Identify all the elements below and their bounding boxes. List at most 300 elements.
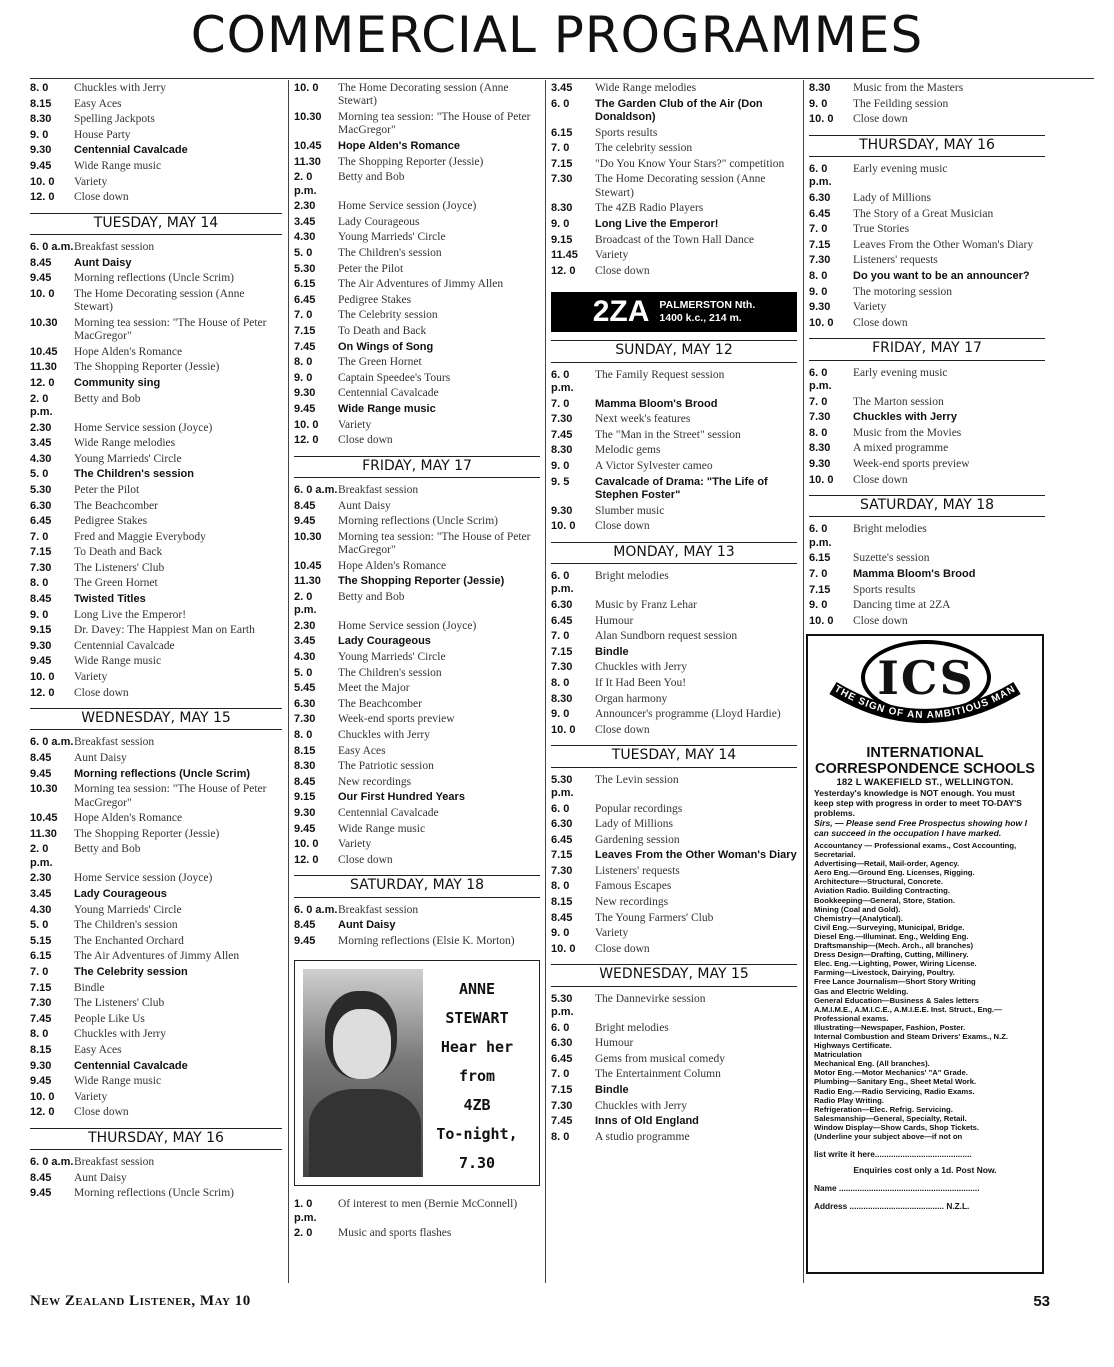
programme-title: The Family Request session	[595, 368, 725, 381]
programme-title: Week-end sports preview	[338, 713, 455, 726]
programme-title: Bright melodies	[595, 1021, 669, 1034]
programme-time: 6.45	[551, 614, 573, 627]
day-heading: THURSDAY, MAY 16	[809, 135, 1045, 157]
programme-row	[30, 1028, 282, 1041]
programme-row	[30, 437, 282, 450]
programme-row	[30, 1044, 282, 1057]
programme-title: Young Marrieds' Circle	[338, 231, 446, 244]
programme-title: The Children's session	[338, 666, 442, 679]
programme-time: 2.30	[294, 619, 316, 632]
programme-title: Aunt Daisy	[338, 919, 396, 932]
programme-row	[294, 698, 540, 711]
programme-row	[30, 361, 282, 374]
programme-row	[30, 1075, 282, 1088]
programme-row	[30, 736, 282, 749]
school-address: 182 L WAKEFIELD ST., WELLINGTON.	[836, 777, 1014, 788]
programme-row	[551, 865, 797, 878]
programme-row	[809, 523, 1045, 550]
programme-row	[30, 453, 282, 466]
programme-row	[30, 950, 282, 963]
programme-time: 10. 0	[30, 1090, 55, 1103]
programme-row	[551, 646, 797, 659]
programme-title: Leaves From the Other Woman's Diary	[853, 238, 1034, 251]
programme-time: 10. 0	[30, 287, 55, 300]
programme-time: 9.45	[294, 402, 316, 415]
programme-time: 2. 0	[294, 1227, 313, 1240]
portrait-photo	[303, 969, 423, 1177]
programme-row	[551, 1131, 797, 1144]
programme-title: Betty and Bob	[74, 392, 141, 405]
programme-time: 7. 0	[809, 567, 828, 580]
programme-time: 8.30	[551, 444, 573, 457]
programme-title: Morning reflections (Uncle Scrim)	[74, 1187, 234, 1200]
programme-title: Community sing	[74, 376, 161, 389]
programme-row	[30, 1156, 282, 1169]
programme-title: Twisted Titles	[74, 593, 146, 606]
programme-title: Close down	[74, 686, 129, 699]
programme-title: Listeners' requests	[595, 864, 680, 877]
programme-title: Lady Courageous	[74, 888, 167, 900]
programme-title: Close down	[853, 614, 908, 627]
programme-title: Centennial Cavalcade	[338, 807, 439, 819]
programme-row	[294, 904, 540, 917]
programme-row	[809, 98, 1045, 111]
programme-row	[30, 546, 282, 559]
programme-title: The Green Hornet	[74, 577, 158, 590]
programme-time: 6.30	[30, 499, 52, 512]
programme-time: 9.15	[294, 791, 316, 804]
programme-row	[551, 158, 797, 171]
programme-row	[30, 888, 282, 901]
programme-row	[551, 234, 797, 247]
programme-row	[294, 111, 540, 138]
name-field: Name .............................................................	[814, 1183, 980, 1194]
programme-time: 5.30	[294, 262, 316, 275]
programme-time: 8.30	[809, 82, 831, 94]
programme-time: 9.30	[809, 457, 831, 470]
programme-row	[294, 651, 540, 664]
programme-title: Close down	[853, 316, 908, 329]
programme-time: 7. 0	[551, 397, 570, 410]
programme-title: Pedigree Stakes	[74, 515, 148, 528]
programme-row	[30, 609, 282, 622]
programme-row	[809, 113, 1045, 126]
programme-title: Hope Alden's Romance	[338, 140, 461, 152]
programme-row	[30, 82, 282, 95]
programme-row	[294, 484, 540, 497]
course-item: Aero Eng.—Ground Eng. Licenses, Rigging.	[814, 868, 975, 878]
programme-row	[30, 144, 282, 157]
day-heading: SATURDAY, MAY 18	[809, 495, 1045, 517]
programme-time: 2.30	[30, 421, 52, 434]
programme-time: 10. 0	[551, 520, 576, 533]
programme-time: 9.45	[30, 159, 52, 172]
programme-time: 5. 0	[30, 919, 49, 932]
programme-time: 9.30	[30, 639, 52, 652]
programme-time: 10. 0	[30, 671, 55, 684]
programme-time: 9.45	[294, 515, 316, 528]
programme-title: The Shopping Reporter (Jessie)	[338, 575, 505, 588]
course-item: (Underline your subject above—if not on	[814, 1132, 963, 1141]
programme-row	[294, 531, 540, 558]
programme-title: Easy Aces	[74, 1043, 122, 1056]
anne-stewart-promo	[294, 960, 540, 1186]
programme-row	[30, 593, 282, 606]
ics-logo	[825, 640, 1025, 745]
programme-title: The Children's session	[338, 246, 442, 259]
programme-time: 2. 0 p.m.	[294, 590, 317, 617]
programme-time: 7.45	[294, 340, 316, 353]
programme-time: 9. 0	[551, 927, 570, 940]
programme-row	[30, 687, 282, 700]
programme-title: The Enchanted Orchard	[74, 934, 184, 947]
programme-row	[551, 927, 797, 940]
programme-time: 7. 0	[30, 965, 49, 978]
address-field: Address ......................................... N.Z.L.	[814, 1201, 970, 1212]
column-divider	[288, 80, 289, 1283]
course-item: Free Lance Journalism—Short Story Writing	[814, 977, 976, 987]
programme-row	[30, 997, 282, 1010]
page-number: 53	[1033, 1293, 1050, 1310]
programme-row	[30, 191, 282, 204]
programme-time: 7.45	[551, 428, 573, 441]
programme-title: Home Service session (Joyce)	[338, 200, 477, 213]
programme-time: 7. 0	[551, 142, 570, 155]
programme-time: 6. 0	[551, 1021, 570, 1034]
programme-title: Betty and Bob	[74, 843, 141, 856]
course-item: Illustrating—Newspaper, Fashion, Poster.	[814, 1022, 966, 1032]
programme-title: Peter the Pilot	[74, 483, 140, 496]
programme-title: Music from the Movies	[853, 426, 962, 439]
programme-title: People Like Us	[74, 1012, 145, 1025]
programme-row	[551, 249, 797, 262]
programme-time: 6. 0 p.m.	[551, 569, 574, 596]
ad-request	[814, 818, 1036, 838]
programme-time: 11.45	[551, 249, 578, 262]
programme-time: 7.30	[551, 1099, 573, 1112]
programme-time: 9. 0	[30, 608, 49, 621]
programme-row	[30, 317, 282, 344]
programme-time: 2.30	[294, 200, 316, 213]
programme-title: Spelling Jackpots	[74, 113, 155, 126]
school-name-line1: INTERNATIONAL	[866, 745, 984, 761]
programme-row	[294, 231, 540, 244]
day-heading: WEDNESDAY, MAY 15	[551, 964, 797, 986]
programme-row	[809, 396, 1045, 409]
programme-time: 8. 0	[809, 426, 828, 439]
programme-title: Morning tea session: "The House of Peter MacGregor"	[338, 111, 531, 137]
programme-title: Betty and Bob	[338, 590, 405, 603]
programme-row	[551, 693, 797, 706]
programme-title: The Children's session	[74, 468, 194, 481]
programme-row	[30, 468, 282, 481]
programme-time: 8.15	[30, 1043, 52, 1056]
programme-title: Do you want to be an announcer?	[853, 269, 1030, 282]
programme-time: 6. 0 a.m.	[30, 240, 74, 253]
course-item: Matriculation	[814, 1050, 862, 1060]
programme-row	[294, 434, 540, 447]
programme-row	[30, 288, 282, 315]
programme-row	[551, 708, 797, 721]
programme-time: 7.45	[551, 1115, 573, 1128]
programme-time: 12. 0	[551, 264, 576, 277]
programme-row	[294, 1198, 540, 1225]
programme-title: Aunt Daisy	[74, 256, 132, 269]
programme-row	[551, 1084, 797, 1097]
programme-time: 10. 0	[294, 418, 319, 431]
station-location: PALMERSTON Nth.	[659, 299, 756, 312]
programme-time: 12. 0	[30, 191, 55, 204]
programme-title: Meet the Major	[338, 682, 410, 695]
programme-time: 7.30	[551, 864, 573, 877]
day-heading: FRIDAY, MAY 17	[809, 338, 1045, 360]
programme-time: 12. 0	[294, 434, 319, 447]
programme-title: Our First Hundred Years	[338, 791, 465, 804]
programme-title: Pedigree Stakes	[338, 293, 412, 306]
programme-row	[30, 828, 282, 841]
programme-row	[551, 369, 797, 396]
programme-row	[30, 98, 282, 111]
programme-time: 8.45	[30, 593, 52, 606]
programme-time: 5.30 p.m.	[551, 773, 574, 799]
programme-row	[30, 812, 282, 825]
programme-title: The Beachcomber	[74, 499, 158, 512]
programme-row	[809, 411, 1045, 424]
programme-title: The Young Farmers' Club	[595, 911, 714, 924]
programme-title: Breakfast session	[338, 483, 419, 496]
programme-row	[30, 160, 282, 173]
programme-title: Morning reflections (Elsie K. Morton)	[338, 934, 515, 947]
programme-row	[551, 677, 797, 690]
course-item: Mechanical Eng. (All branches).	[814, 1059, 930, 1069]
programme-row	[294, 325, 540, 338]
programme-title: Next week's features	[595, 413, 691, 426]
ics-advertisement	[806, 634, 1044, 1274]
programme-title: Morning tea session: "The House of Peter MacGregor"	[74, 783, 267, 809]
programme-time: 7.30	[809, 254, 831, 267]
programme-title: Mamma Bloom's Brood	[595, 397, 718, 410]
programme-time: 10. 0	[551, 723, 576, 736]
programme-time: 6.15	[809, 552, 831, 565]
programme-title: Home Service session (Joyce)	[338, 619, 477, 632]
programme-time: 8.45	[30, 256, 52, 269]
programme-title: Mamma Bloom's Brood	[853, 567, 976, 580]
programme-time: 7.30	[551, 173, 573, 186]
programme-row	[551, 615, 797, 628]
programme-title: Gardening session	[595, 833, 680, 846]
programme-row	[30, 919, 282, 932]
programme-title: Easy Aces	[74, 97, 122, 110]
programme-title: The Air Adventures of Jimmy Allen	[74, 950, 240, 963]
page-title: COMMERCIAL PROGRAMMES	[190, 6, 924, 64]
day-heading: FRIDAY, MAY 17	[294, 456, 540, 478]
programme-time: 9.15	[551, 233, 573, 246]
programme-time: 7.15	[809, 238, 831, 251]
station-details	[659, 299, 755, 325]
programme-time: 10.45	[30, 812, 58, 825]
programme-time: 8.30	[809, 442, 831, 455]
programme-time: 6. 0 p.m.	[809, 523, 832, 549]
programme-title: The Celebrity session	[338, 309, 438, 322]
programme-title: Close down	[338, 434, 393, 447]
programme-time: 7.15	[294, 324, 316, 337]
programme-title: Sports results	[595, 126, 658, 139]
programme-row	[294, 620, 540, 633]
programme-title: The Home Decorating session (Anne Stewart)	[338, 82, 509, 108]
programme-row	[30, 783, 282, 810]
programme-row	[294, 682, 540, 695]
programme-title: Aunt Daisy	[338, 499, 391, 512]
programme-row	[294, 575, 540, 588]
programme-time: 5.45	[294, 682, 316, 695]
course-item: Diesel Eng.—Illuminat. Eng., Welding Eng.	[814, 931, 969, 941]
programme-time: 4.30	[294, 651, 316, 664]
programme-title: Early evening music	[853, 163, 948, 175]
programme-time: 8.45	[30, 752, 52, 765]
programme-title: Melodic gems	[595, 444, 661, 457]
programme-title: The Story of a Great Musician	[853, 207, 994, 220]
programme-title: Sports results	[853, 583, 916, 596]
programme-time: 9.30	[30, 144, 52, 157]
programme-time: 8.45	[294, 499, 316, 512]
programme-row	[294, 635, 540, 648]
programme-row	[809, 584, 1045, 597]
programme-row	[551, 398, 797, 411]
programme-time: 10.30	[294, 111, 322, 123]
programme-title: The Marton session	[853, 395, 944, 408]
programme-title: Chuckles with Jerry	[595, 1099, 687, 1112]
programme-time: 5.15	[30, 934, 52, 947]
programme-row	[551, 218, 797, 231]
programme-row	[809, 615, 1045, 628]
programme-time: 6.45	[551, 1052, 573, 1065]
programme-title: Captain Speedee's Tours	[338, 371, 451, 384]
programme-time: 8. 0	[30, 577, 49, 590]
programme-title: Close down	[595, 520, 650, 533]
programme-row	[30, 257, 282, 270]
programme-row	[551, 429, 797, 442]
programme-time: 7.15	[551, 157, 573, 170]
programme-row	[551, 444, 797, 457]
programme-time: 5.30	[30, 483, 52, 496]
programme-title: Leaves From the Other Woman's Diary	[595, 849, 797, 862]
programme-title: Close down	[338, 853, 393, 866]
programme-time: 9.45	[294, 822, 316, 835]
programme-time: 8.45	[294, 775, 316, 788]
programme-title: The "Man in the Street" session	[595, 428, 741, 441]
slogan-text: THE SIGN OF AN AMBITIOUS MAN	[832, 683, 1018, 722]
programme-time: 9. 0	[30, 128, 49, 141]
programme-title: True Stories	[853, 223, 910, 236]
programme-row	[551, 476, 797, 503]
enquiries-note: Enquiries cost only a 1d. Post Now.	[853, 1165, 997, 1176]
programme-row	[551, 993, 797, 1020]
programme-title: Fred and Maggie Everybody	[74, 530, 206, 543]
programme-title: Chuckles with Jerry	[74, 82, 166, 94]
programme-time: 9.30	[551, 504, 573, 517]
programme-title: Centennial Cavalcade	[338, 387, 439, 400]
school-name-line2: CORRESPONDENCE SCHOOLS	[815, 761, 1035, 777]
programme-title: Lady Courageous	[338, 635, 431, 648]
portrait-body	[309, 1089, 421, 1177]
programme-title: Wide Range music	[74, 655, 162, 668]
programme-time: 10. 0	[294, 838, 319, 851]
programme-row	[30, 113, 282, 126]
programme-row	[30, 982, 282, 995]
programme-title: Lady of Millions	[853, 192, 931, 204]
programme-row	[30, 1091, 282, 1104]
programme-title: The Air Adventures of Jimmy Allen	[338, 278, 504, 291]
programme-row	[294, 372, 540, 385]
programme-time: 7.30	[30, 997, 52, 1010]
programme-title: Variety	[338, 838, 372, 851]
programme-title: Easy Aces	[338, 744, 386, 757]
programme-time: 6. 0 a.m.	[294, 903, 338, 916]
programme-title: Aunt Daisy	[74, 1171, 127, 1184]
programme-title: The Home Decorating session (Anne Stewart)	[595, 173, 766, 199]
programme-title: Variety	[74, 671, 108, 684]
programme-time: 8.15	[294, 744, 316, 757]
footer	[30, 1293, 1050, 1310]
programme-title: The Home Decorating session (Anne Stewart)	[74, 287, 245, 314]
programme-row	[294, 387, 540, 400]
programme-title: The Dannevirke session	[595, 992, 706, 1005]
programme-time: 6.15	[294, 278, 316, 291]
programme-time: 7.15	[809, 583, 831, 596]
programme-title: Variety	[595, 249, 629, 262]
programme-row	[294, 935, 540, 948]
programme-row	[551, 880, 797, 893]
programme-time: 7.30	[30, 561, 52, 574]
programme-title: Lady of Millions	[595, 818, 673, 831]
programme-time: 8.45	[30, 1171, 52, 1184]
course-item: Refrigeration—Elec. Refrig. Servicing.	[814, 1104, 953, 1114]
programme-time: 9. 0	[809, 285, 828, 298]
programme-title: The Children's session	[74, 919, 178, 932]
programme-title: Bindle	[595, 1084, 629, 1097]
programme-title: Bright melodies	[595, 569, 669, 582]
programme-time: 8. 0	[294, 729, 313, 742]
programme-row	[294, 919, 540, 932]
programme-title: House Party	[74, 128, 131, 141]
programme-row	[294, 156, 540, 169]
programme-time: 11.30	[30, 827, 57, 840]
programme-row	[294, 854, 540, 867]
programme-title: Early evening music	[853, 366, 948, 379]
programme-row	[551, 1100, 797, 1113]
programme-time: 7.15	[30, 546, 52, 559]
programme-row	[30, 904, 282, 917]
programme-row	[294, 419, 540, 432]
programme-time: 10.30	[30, 316, 58, 329]
programme-title: To Death and Back	[338, 324, 427, 337]
programme-row	[294, 823, 540, 836]
programme-row	[294, 140, 540, 153]
programme-time: 5. 0	[294, 666, 313, 679]
programme-row	[551, 834, 797, 847]
day-heading: WEDNESDAY, MAY 15	[30, 708, 282, 730]
programme-time: 7.30	[551, 413, 573, 426]
programme-title: Close down	[853, 113, 908, 126]
station-banner	[551, 292, 797, 332]
programme-row	[294, 515, 540, 528]
programme-time: 7.30	[809, 411, 831, 424]
programme-row	[809, 474, 1045, 487]
course-item: Window Display—Show Cards, Shop Tickets.	[814, 1122, 980, 1132]
ics-logo-mark: ICS	[861, 640, 991, 715]
programme-time: 6.15	[30, 950, 52, 963]
programme-time: 10.45	[30, 345, 58, 358]
